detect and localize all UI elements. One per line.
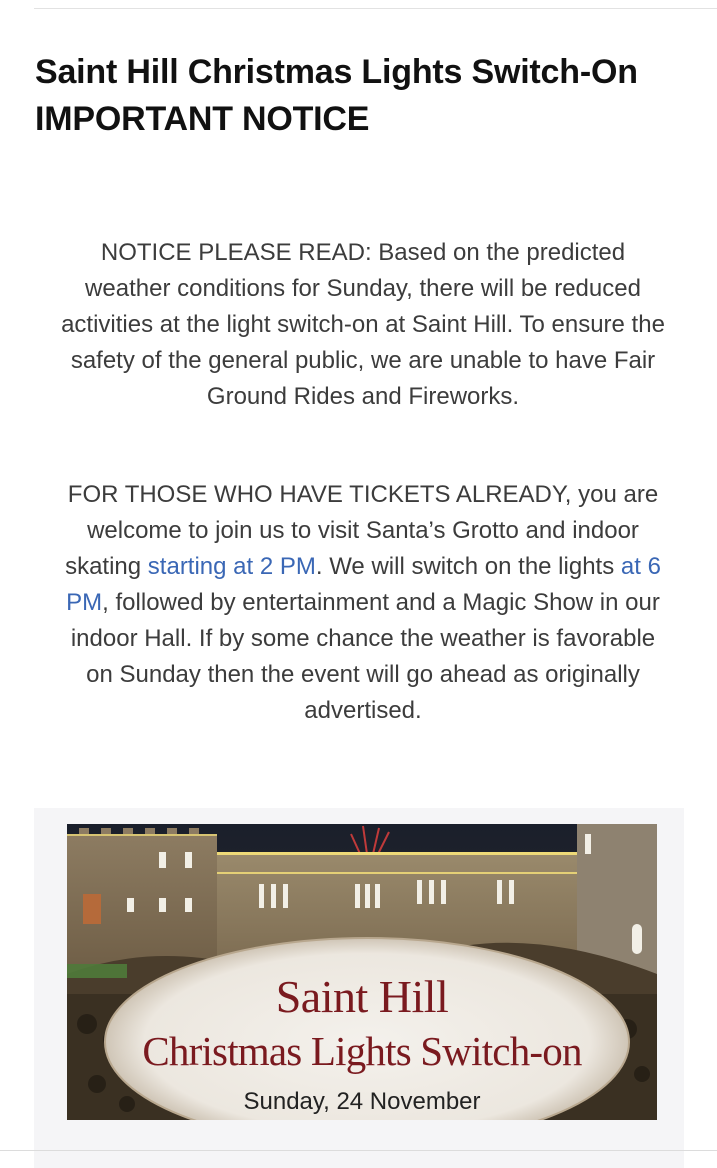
banner-title: Saint Hill <box>275 971 449 1022</box>
tickets-text-part1: FOR THOSE WHO HAVE TICKETS ALREADY, you are welcome to join us to visit Santa’s Grotto and indoor skating <box>65 481 659 580</box>
tickets-text-part3: , followed by entertainment and a Magic Show in our indoor Hall. If by some chance the weather is favorable on Sunday then the event will go ahead as originally advertised. <box>70 589 660 724</box>
bottom-divider <box>0 1150 717 1151</box>
tickets-text-part2: . We will switch on the lights <box>315 553 621 580</box>
top-divider <box>34 8 717 9</box>
banner-subtitle: Christmas Lights Switch-on <box>142 1028 582 1074</box>
notice-paragraph: NOTICE PLEASE READ: Based on the predicted weather conditions for Sunday, there will be reduced activities at the light switch-on at Saint Hill. To ensure the safety of the general public, we are unable to have Fair Ground Rides and Fireworks. <box>61 239 665 410</box>
tickets-paragraph <box>58 477 668 729</box>
event-banner-image[interactable] <box>67 824 657 1120</box>
castle-door <box>83 894 101 924</box>
switch-on-time-link[interactable]: at 6 PM <box>66 553 661 616</box>
banner-date: Sunday, 24 November <box>243 1088 481 1115</box>
page-title: Saint Hill Christmas Lights Switch-On IMPORTANT NOTICE <box>35 52 638 138</box>
start-time-link[interactable]: starting at 2 PM <box>147 553 316 580</box>
